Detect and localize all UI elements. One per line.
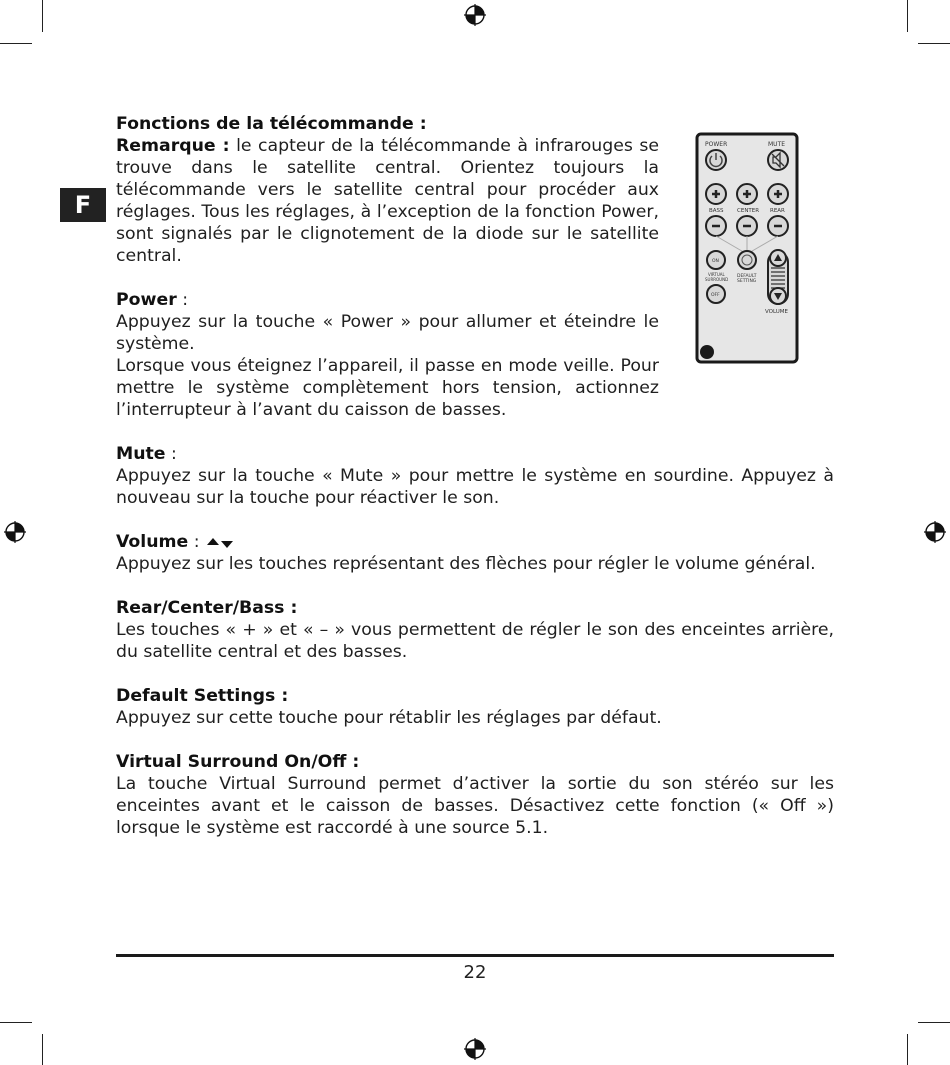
- crop-mark: [907, 1034, 908, 1065]
- crop-mark: [918, 43, 950, 44]
- remark-label: Remarque :: [116, 136, 230, 156]
- minus-button-icon: [737, 216, 757, 236]
- minus-button-icon: [768, 216, 788, 236]
- remote-label: BASS: [709, 208, 724, 214]
- mute-section: [116, 443, 834, 509]
- minus-button-icon: [706, 216, 726, 236]
- default-setting-button-icon: [738, 251, 756, 269]
- page-number: 22: [463, 962, 487, 983]
- virtual-surround-section: [116, 751, 834, 839]
- plus-button-icon: [768, 184, 788, 204]
- volume-rocker-icon: [768, 250, 788, 304]
- intro-text: le capteur de la télécommande à infrarouges se trouve dans le satellite central. Orientez toujours la télécommande vers le satellite central pour procéder aux réglages. Tous les réglages, à l’exception de la fonction Power, sont signalés par le clignotement de la diode sur le satellite central.: [116, 136, 659, 266]
- registration-mark-icon: [924, 521, 946, 543]
- section-title: Mute: [116, 444, 166, 464]
- power-paragraph: Lorsque vous éteignez l’appareil, il passe en mode veille. Pour mettre le système complètement hors tension, actionnez l’interrupteur à l’avant du caisson de basses.: [116, 356, 659, 420]
- remote-label: OFF: [711, 293, 720, 298]
- mute-heading: Mute :: [116, 444, 177, 464]
- default-settings-section: [116, 685, 834, 729]
- remote-label: MUTE: [768, 141, 786, 148]
- intro-section: [116, 113, 659, 267]
- remote-label: VOLUME: [765, 309, 789, 315]
- section-title: Rear/Center/Bass :: [116, 598, 298, 618]
- footer-rule: [116, 954, 834, 957]
- remote-label: SURROUND: [705, 277, 729, 282]
- power-button-icon: [706, 150, 726, 170]
- remote-label: ON: [712, 259, 719, 264]
- crop-mark: [0, 43, 32, 44]
- crop-mark: [0, 1022, 32, 1023]
- volume-heading: Volume :: [116, 531, 834, 553]
- crop-mark: [907, 0, 908, 32]
- default-paragraph: Appuyez sur cette touche pour rétablir les réglages par défaut.: [116, 708, 662, 728]
- arrow-up-down-icon: [205, 535, 235, 549]
- mute-button-icon: [768, 150, 788, 170]
- volume-section: [116, 531, 834, 575]
- section-title: Fonctions de la télécommande :: [116, 114, 427, 134]
- remote-label: DEFAULT: [737, 274, 757, 279]
- registration-mark-icon: [464, 1038, 486, 1060]
- remote-label: VIRTUAL: [708, 272, 725, 277]
- intro-paragraph: [116, 135, 659, 267]
- virtual-paragraph: La touche Virtual Surround permet d’activer la sortie du son stéréo sur les enceintes avant et le caisson de basses. Désactivez cette fonction (« Off ») lorsque le système est raccordé à une source 5.1.: [116, 774, 834, 838]
- remote-label: REAR: [770, 208, 785, 214]
- remote-control-illustration: [695, 132, 799, 364]
- plus-button-icon: [737, 184, 757, 204]
- remote-label: SETTING: [737, 279, 757, 284]
- remote-label: CENTER: [737, 208, 760, 214]
- mute-paragraph: Appuyez sur la touche « Mute » pour mettre le système en sourdine. Appuyez à nouveau sur la touche pour réactiver le son.: [116, 466, 834, 508]
- power-heading: Power :: [116, 290, 189, 310]
- plus-button-icon: [706, 184, 726, 204]
- section-title: Volume: [116, 532, 189, 552]
- registration-mark-icon: [4, 521, 26, 543]
- volume-paragraph: Appuyez sur les touches représentant des flèches pour régler le volume général.: [116, 554, 816, 574]
- crop-mark: [918, 1022, 950, 1023]
- remote-label: POWER: [705, 141, 728, 148]
- power-paragraph: Appuyez sur la touche « Power » pour allumer et éteindre le système.: [116, 312, 659, 354]
- section-title: Default Settings :: [116, 686, 289, 706]
- language-tab: F: [60, 188, 106, 222]
- rear-center-bass-section: [116, 597, 834, 663]
- crop-mark: [42, 0, 43, 32]
- power-section: [116, 289, 659, 421]
- crop-mark: [42, 1034, 43, 1065]
- registration-mark-icon: [464, 4, 486, 26]
- rear-paragraph: Les touches « + » et « – » vous permettent de régler le son des enceintes arrière, du satellite central et des basses.: [116, 620, 834, 662]
- section-title: Power: [116, 290, 177, 310]
- section-title: Virtual Surround On/Off :: [116, 752, 360, 772]
